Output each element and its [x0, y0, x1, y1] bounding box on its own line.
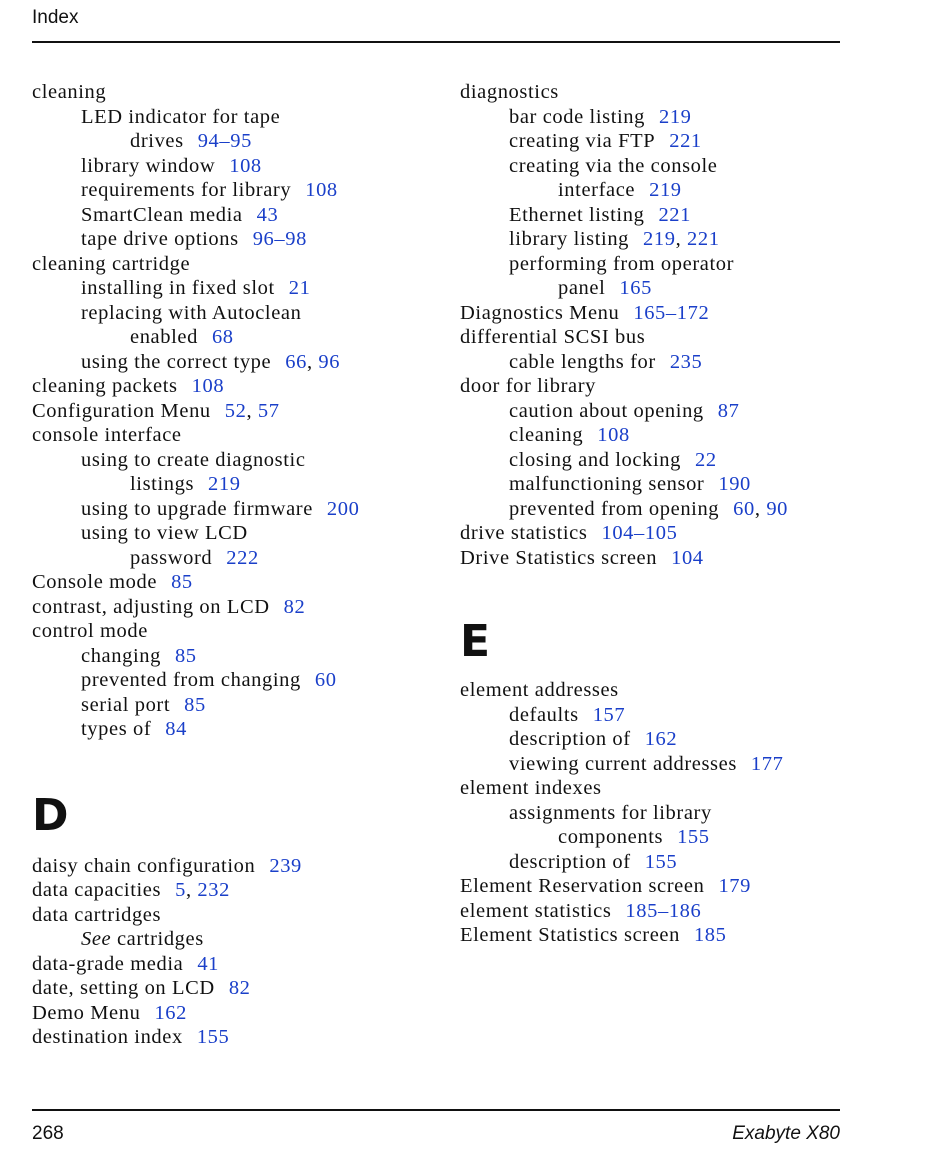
page-reference-link[interactable]: 219 [658, 105, 692, 128]
index-term: cleaning [32, 81, 107, 103]
index-subentry [460, 850, 850, 875]
index-term: caution about opening [509, 399, 704, 422]
page-reference-link[interactable]: 157 [592, 703, 626, 726]
index-term: description of [509, 850, 631, 873]
index-entry [460, 325, 850, 350]
index-term: LED indicator for tape [81, 105, 281, 128]
index-entry [32, 570, 442, 595]
index-term: data capacities [32, 879, 162, 901]
index-subentry: using the correct type 66, 96 [81, 350, 341, 373]
index-subentry [32, 448, 442, 473]
page-reference-link[interactable]: 179 [718, 875, 751, 897]
index-subentry [460, 105, 850, 130]
index-subentry [32, 693, 442, 718]
header-rule [32, 41, 840, 43]
index-term: listings [130, 473, 195, 495]
index-entry [460, 546, 850, 571]
page-reference-link[interactable]: 66 [285, 350, 307, 373]
index-subentry [32, 227, 442, 252]
index-term: Element Reservation screen [460, 875, 705, 897]
index-subentry [460, 703, 850, 728]
index-term: assignments for library [509, 801, 712, 824]
index-term: closing and locking [509, 448, 681, 471]
index-entry [32, 619, 442, 644]
index-subentry [460, 423, 850, 448]
index-term: viewing current addresses [509, 752, 737, 775]
index-subentry [32, 325, 442, 350]
footer-rule [32, 1109, 840, 1111]
page-reference-link[interactable]: 190 [718, 473, 751, 495]
index-term: library window [81, 154, 216, 177]
index-term: Diagnostics Menu [460, 301, 620, 324]
page-reference-link[interactable]: 235 [669, 350, 703, 373]
page-reference-link[interactable]: 232 [197, 879, 230, 901]
page-reference-link[interactable]: 90 [766, 497, 789, 520]
index-term: daisy chain configuration [32, 854, 256, 877]
index-subentry [32, 301, 442, 326]
index-term: using the correct type [81, 350, 272, 373]
index-subentry [32, 276, 442, 301]
index-term: replacing with Autoclean [81, 301, 302, 324]
index-entry [460, 923, 850, 948]
page-reference-link[interactable]: 239 [269, 854, 302, 877]
index-term: serial port [81, 693, 171, 716]
page-reference-link[interactable]: 108 [305, 179, 338, 201]
index-subentry [32, 203, 442, 228]
index-entry [32, 952, 442, 977]
index-term: requirements for library [81, 179, 292, 201]
index-term: door for library [460, 375, 596, 397]
page-reference-link[interactable]: 5 [175, 879, 186, 901]
index-term: drive statistics [460, 522, 588, 544]
page-reference-link[interactable]: 200 [326, 497, 360, 520]
index-entry [32, 595, 442, 620]
index-column-right [460, 80, 850, 948]
index-subentry [32, 717, 442, 742]
index-term: data cartridges [32, 903, 162, 926]
index-term: using to view LCD [81, 522, 248, 544]
index-entry [460, 374, 850, 399]
page-reference-link[interactable]: 155 [677, 826, 710, 848]
page-reference-link[interactable]: 82 [228, 977, 251, 999]
page-reference-link[interactable]: 60 [733, 497, 755, 520]
index-term: Drive Statistics screen [460, 546, 658, 569]
index-subentry [460, 727, 850, 752]
page-reference-link[interactable]: 221 [669, 130, 702, 152]
page-reference-link[interactable]: 221 [658, 203, 691, 226]
page-reference-link[interactable]: 41 [197, 952, 220, 975]
index-term: control mode [32, 620, 148, 642]
index-group [460, 80, 850, 570]
index-group [32, 854, 442, 1050]
index-subentry [460, 472, 850, 497]
index-subentry [32, 178, 442, 203]
page-reference-link[interactable]: 21 [288, 277, 311, 299]
index-term: creating via the console [509, 154, 718, 177]
index-term: Element Statistics screen [460, 924, 680, 946]
index-column-left [32, 80, 442, 1050]
index-entry [460, 678, 850, 703]
index-subentry [32, 521, 442, 546]
index-term: element addresses [460, 679, 619, 701]
index-subentry [460, 399, 850, 424]
page-reference-link[interactable]: 68 [211, 326, 234, 348]
index-entry [32, 252, 442, 277]
page-reference-link[interactable]: 221 [687, 228, 720, 250]
index-subentry [32, 668, 442, 693]
index-entry [32, 423, 442, 448]
page-reference-link[interactable]: 185 [693, 924, 727, 946]
page-reference-link[interactable]: 87 [717, 399, 740, 422]
index-term: library listing [509, 228, 630, 250]
index-term: console interface [32, 424, 182, 446]
index-entry [32, 854, 442, 879]
page-reference-link[interactable]: 165 [619, 277, 652, 299]
index-term: using to create diagnostic [81, 448, 306, 471]
index-term: enabled [130, 326, 198, 348]
index-term: creating via FTP [509, 130, 656, 152]
page-reference-link[interactable]: 108 [229, 154, 262, 177]
page-reference-link[interactable]: 85 [184, 693, 206, 716]
section-letter-e: E [460, 616, 491, 667]
index-subentry [32, 546, 442, 571]
index-subentry [32, 644, 442, 669]
index-entry [32, 80, 442, 105]
index-term: cable lengths for [509, 350, 656, 373]
index-term: differential SCSI bus [460, 326, 646, 348]
index-term: data-grade media [32, 952, 184, 975]
index-term: drives [130, 130, 184, 152]
index-term: installing in fixed slot [81, 277, 275, 299]
index-term: interface [558, 179, 636, 201]
index-term: date, setting on LCD [32, 977, 215, 999]
page-reference-link[interactable]: 96 [318, 350, 341, 373]
page-reference-link[interactable]: 104 [671, 546, 704, 569]
index-term: using to upgrade firmware [81, 497, 313, 520]
page-reference-link[interactable]: 22 [694, 448, 717, 471]
page-reference-link[interactable]: 155 [644, 850, 678, 873]
page-reference-link[interactable]: 108 [597, 424, 630, 446]
index-subentry [460, 178, 850, 203]
index-subentry [460, 801, 850, 826]
page-reference-link[interactable]: 155 [196, 1026, 230, 1048]
index-subentry [460, 448, 850, 473]
index-term: panel [558, 277, 606, 299]
index-entry [460, 301, 850, 326]
index-subentry [460, 154, 850, 179]
index-subentry [32, 154, 442, 179]
page-reference-link[interactable]: 219 [649, 179, 682, 201]
index-subentry [32, 129, 442, 154]
index-term: defaults [509, 703, 579, 726]
index-term: changing [81, 644, 161, 667]
page-reference-link[interactable]: 84 [165, 718, 187, 740]
index-entry [460, 521, 850, 546]
index-entry [32, 1025, 442, 1050]
index-subentry: library listing 219, 221 [509, 228, 720, 250]
page-reference-link[interactable]: 185–186 [625, 899, 702, 922]
page-reference-link[interactable]: 162 [644, 728, 678, 750]
page-reference-link[interactable]: 222 [226, 546, 259, 569]
index-subentry [32, 927, 442, 952]
index-subentry [460, 276, 850, 301]
index-term: password [130, 546, 213, 569]
index-group [32, 80, 442, 742]
page-reference-link[interactable]: 96–98 [252, 228, 307, 250]
index-term: destination index [32, 1026, 183, 1048]
index-term: contrast, adjusting on LCD [32, 595, 270, 618]
page-reference-link[interactable]: 43 [256, 203, 279, 226]
index-term: Configuration Menu [32, 399, 211, 422]
index-term: cleaning cartridge [32, 252, 191, 275]
page-reference-link[interactable]: 104–105 [601, 522, 678, 544]
index-term: Demo Menu [32, 1001, 141, 1024]
page-reference-link[interactable]: 57 [257, 399, 280, 422]
index-term: cleaning packets [32, 375, 178, 397]
index-term: types of [81, 718, 152, 740]
index-term: prevented from opening [509, 497, 720, 520]
page-reference-link[interactable]: 85 [174, 644, 197, 667]
index-entry [460, 874, 850, 899]
index-term: diagnostics [460, 81, 559, 103]
index-entry [460, 899, 850, 924]
page-reference-link[interactable]: 219 [208, 473, 241, 495]
index-term: components [558, 826, 664, 848]
page-number: 268 [32, 1123, 64, 1144]
book-title: Exabyte X80 [732, 1123, 840, 1144]
index-subentry [460, 203, 850, 228]
index-term: description of [509, 728, 631, 750]
index-term: performing from operator [509, 252, 735, 275]
index-term: element statistics [460, 899, 612, 922]
index-term: tape drive options [81, 228, 239, 250]
index-term: malfunctioning sensor [509, 473, 705, 495]
page-reference-link[interactable]: 52 [224, 399, 247, 422]
page-reference-link[interactable]: 60 [314, 669, 337, 691]
index-entry [32, 903, 442, 928]
index-subentry [32, 105, 442, 130]
index-term: Console mode [32, 571, 158, 593]
index-term: element indexes [460, 777, 602, 799]
page-reference-link[interactable]: 219 [643, 228, 676, 250]
running-header: Index [32, 7, 79, 28]
index-subentry [32, 497, 442, 522]
index-subentry [32, 472, 442, 497]
index-term: cleaning [509, 424, 584, 446]
index-entry [460, 776, 850, 801]
index-subentry [460, 825, 850, 850]
index-term: bar code listing [509, 105, 645, 128]
index-entry [32, 976, 442, 1001]
index-entry: data capacities 5, 232 [32, 879, 230, 901]
page-reference-link[interactable]: 85 [171, 571, 193, 593]
index-term: Ethernet listing [509, 203, 645, 226]
index-term: prevented from changing [81, 669, 301, 691]
index-subentry: prevented from opening 60, 90 [509, 497, 789, 520]
index-subentry [460, 129, 850, 154]
section-letter-d: D [32, 789, 70, 841]
index-subentry [460, 252, 850, 277]
index-subentry [460, 752, 850, 777]
page-reference-link[interactable]: 162 [154, 1001, 188, 1024]
page-reference-link[interactable]: 177 [750, 752, 784, 775]
index-entry [32, 1001, 442, 1026]
index-group [460, 678, 850, 948]
index-term: SmartClean media [81, 203, 243, 226]
see-reference-label: See [81, 928, 112, 950]
index-subentry [460, 350, 850, 375]
page-reference-link[interactable]: 108 [191, 375, 225, 397]
page-reference-link[interactable]: 82 [283, 595, 306, 618]
index-entry [460, 80, 850, 105]
index-term: cartridges [116, 928, 204, 950]
index-entry [32, 374, 442, 399]
page-reference-link[interactable]: 94–95 [197, 130, 252, 152]
index-entry: Configuration Menu 52, 57 [32, 399, 280, 422]
page-reference-link[interactable]: 165–172 [633, 301, 710, 324]
